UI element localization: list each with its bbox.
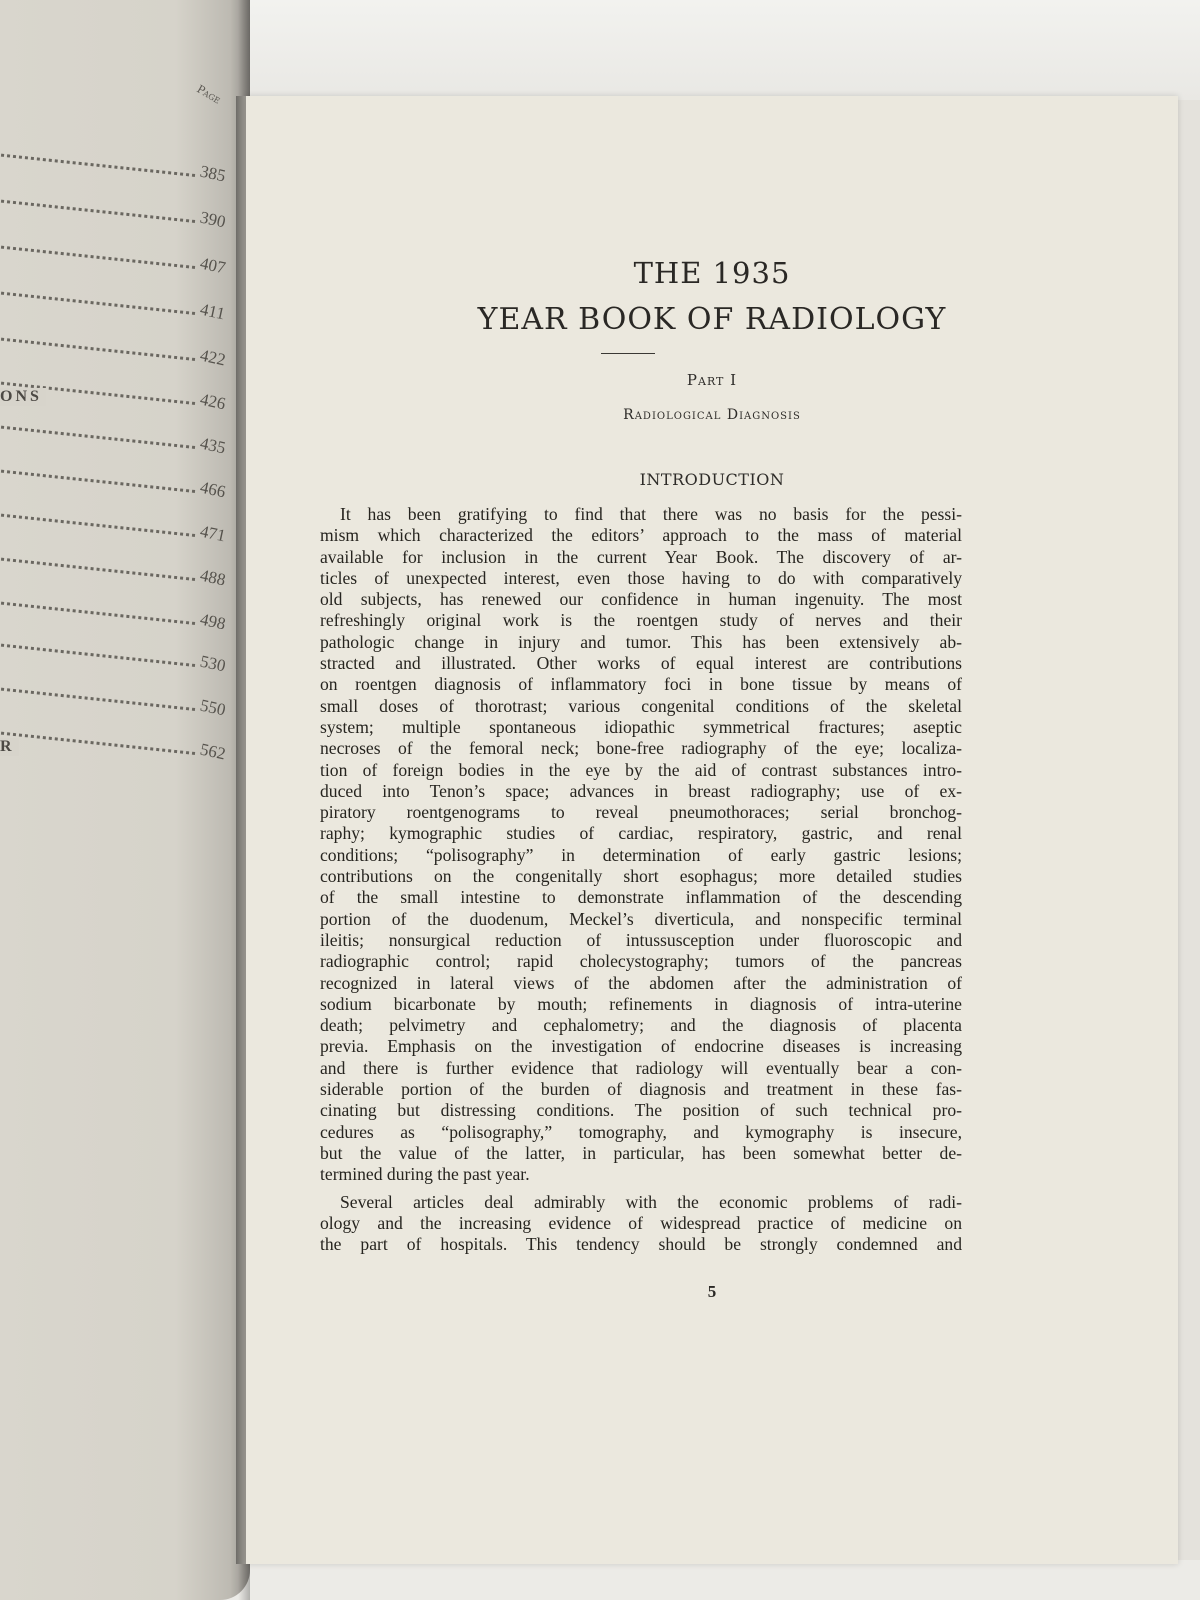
leader-dots (1, 200, 195, 223)
leader-dots (1, 470, 195, 493)
toc-entry (0, 521, 235, 552)
text-line: old subjects, has renewed our confidence in human ingenuity. The most (320, 589, 962, 610)
text-line: on roentgen diagnosis of inflammatory foci in bone tissue by means of (320, 674, 962, 695)
leader-dots (1, 558, 195, 581)
toc-page-number: 435 (197, 433, 227, 458)
text-line: death; pelvimetry and cephalometry; and the diagnosis of placenta (320, 1015, 962, 1036)
book-title: YEAR BOOK OF RADIOLOGY (477, 302, 947, 337)
text-line: contributions on the congenitally short esophagus; more detailed studies (320, 866, 962, 887)
text-line: radiographic control; rapid cholecystography; tumors of the pancreas (320, 951, 962, 972)
text-line: but the value of the latter, in particular, has been somewhat better de- (320, 1142, 962, 1163)
right-page (246, 96, 1178, 1564)
text-line: necroses of the femoral neck; bone-free radiography of the eye; localiza- (320, 738, 962, 759)
toc-entry (0, 695, 235, 726)
toc-page-number: 471 (197, 521, 227, 546)
text-line: piratory roentgenograms to reveal pneumothoraces; serial bronchog- (320, 802, 962, 823)
part-label: Part I (686, 371, 738, 389)
text-line: cinating but distressing conditions. The position of such technical pro- (320, 1100, 962, 1121)
text-line: previa. Emphasis on the investigation of endocrine diseases is increasing (320, 1036, 962, 1057)
toc-page-number: 498 (197, 609, 227, 634)
toc-page-number: 530 (197, 651, 227, 676)
toc-page-number: 426 (197, 389, 227, 414)
text-line: sodium bicarbonate by mouth; refinements in diagnosis of intra-uterine (320, 993, 962, 1014)
text-line: Several articles deal admirably with the economic problems of radi- (340, 1191, 962, 1212)
section-title: Radiological Diagnosis (623, 407, 801, 423)
text-line: of the small intestine to demonstrate inflammation of the descending (320, 887, 962, 908)
leader-dots (1, 246, 195, 269)
toc-entry (0, 161, 235, 192)
background (240, 0, 1200, 100)
toc-entry (0, 253, 235, 284)
text-line: small doses of thorotrast; various congenital conditions of the skeletal (320, 695, 962, 716)
text-line: ticles of unexpected interest, even those having to do with comparatively (320, 567, 962, 588)
toc-page-number: 466 (197, 477, 227, 502)
text-line: ileitis; nonsurgical reduction of intussusception under fluoroscopic and (320, 929, 962, 950)
title-divider (601, 353, 655, 354)
toc-page-number: 562 (197, 739, 227, 764)
toc-entry (0, 651, 235, 682)
text-line: raphy; kymographic studies of cardiac, respiratory, gastric, and renal (320, 823, 962, 844)
text-line: termined during the past year. (320, 1164, 530, 1185)
text-line: available for inclusion in the current Year Book. The discovery of ar- (320, 546, 962, 567)
toc-entry (0, 207, 235, 238)
toc-page-number: 407 (197, 253, 227, 278)
leader-dots (1, 154, 195, 177)
text-line: stracted and illustrated. Other works of equal interest are contributions (320, 653, 962, 674)
text-line: refreshingly original work is the roentgen study of nerves and their (320, 610, 962, 631)
toc-entry (0, 388, 235, 420)
text-line: portion of the duodenum, Meckel’s diverticula, and nonspecific terminal (320, 908, 962, 929)
toc-page-number: 411 (198, 299, 227, 324)
text-line: recognized in lateral views of the abdomen after the administration of (320, 972, 962, 993)
leader-dots (1, 292, 195, 315)
text-line: system; multiple spontaneous idiopathic symmetrical fractures; aseptic (320, 716, 962, 737)
text-line: tion of foreign bodies in the eye by the aid of contrast substances intro- (320, 759, 962, 780)
toc-page-number: 550 (197, 695, 227, 720)
leader-dots (1, 514, 195, 537)
leader-dots (1, 338, 195, 361)
toc-page-number: 390 (197, 207, 227, 232)
title-year: THE 1935 (633, 256, 791, 290)
toc-page-number: 422 (197, 345, 227, 370)
text-line: mism which characterized the editors’ approach to the mass of material (320, 525, 962, 546)
text-line: the part of hospitals. This tendency should be strongly condemned and (320, 1234, 962, 1255)
toc-entry (0, 738, 235, 770)
toc-page-number: 385 (197, 161, 227, 186)
text-line: It has been gratifying to find that there was no basis for the pessi- (340, 504, 962, 524)
leader-dots (1, 644, 195, 667)
page-number: 5 (707, 1282, 717, 1301)
text-line: duced into Tenon’s space; advances in breast radiography; use of ex- (320, 780, 962, 801)
body-text (320, 504, 962, 1255)
chapter-heading: INTRODUCTION (639, 470, 785, 489)
text-line: cedures as “polisography,” tomography, and kymography is insecure, (320, 1121, 962, 1142)
text-line: and there is further evidence that radiology will eventually bear a con- (320, 1057, 962, 1078)
leader-dots (1, 688, 195, 711)
text-line: pathologic change in injury and tumor. This has been extensively ab- (320, 631, 962, 652)
toc-entry (0, 477, 235, 508)
toc-entry (0, 609, 235, 640)
toc-page-number: 488 (197, 565, 227, 590)
toc-entry-fragment: ONS (0, 388, 46, 406)
left-page (0, 0, 250, 1600)
leader-dots (1, 602, 195, 625)
leader-dots (1, 732, 195, 755)
toc-entry (0, 299, 235, 330)
leader-dots (1, 426, 195, 449)
text-line: siderable portion of the burden of diagnosis and treatment in these fas- (320, 1079, 962, 1100)
toc-entry (0, 433, 235, 464)
text-line: conditions; “polisography” in determination of early gastric lesions; (320, 844, 962, 865)
toc-entry-fragment: R (0, 738, 19, 756)
toc-entry (0, 565, 235, 596)
text-line: ology and the increasing evidence of widespread practice of medicine on (320, 1212, 962, 1233)
toc-entry (0, 345, 235, 376)
toc-page-header: Page (194, 82, 223, 107)
